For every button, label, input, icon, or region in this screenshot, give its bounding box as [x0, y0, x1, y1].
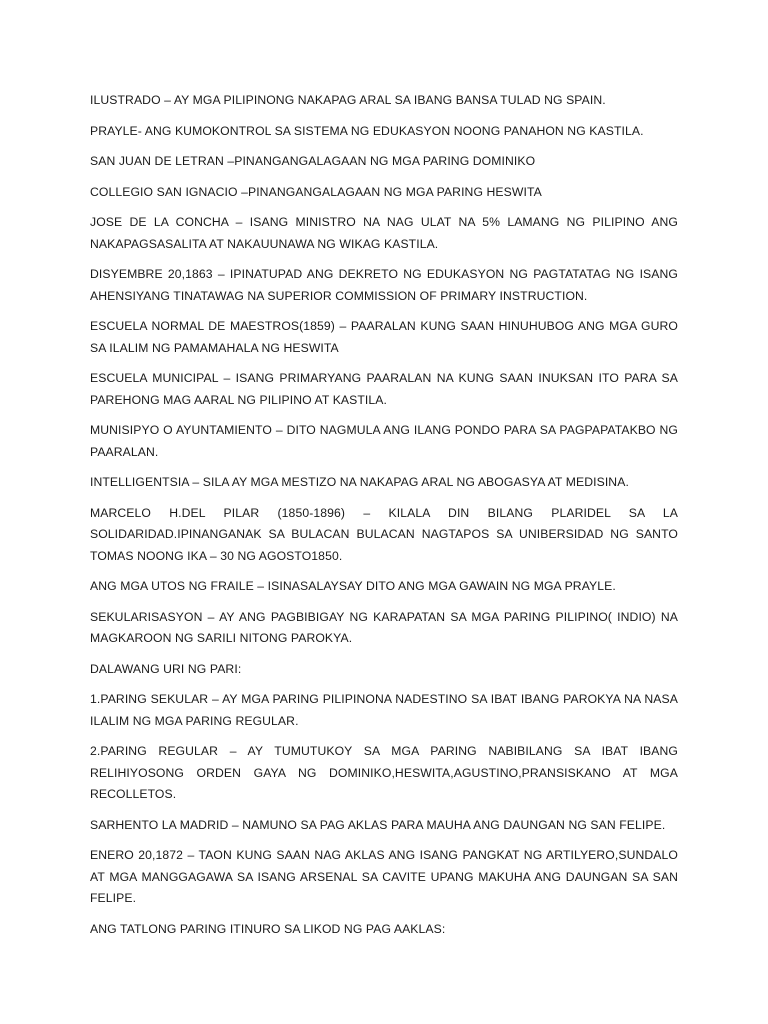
paragraph-collegio-san-ignacio: COLLEGIO SAN IGNACIO –PINANGANGALAGAAN NG MGA PARING HESWITA	[90, 184, 542, 199]
paragraph-sekularisasyon: SEKULARISASYON – AY ANG PAGBIBIGAY NG KARAPATAN SA MGA PARING PILIPINO( INDIO) NA MAGKAROON NG SARILI NITONG PAROKYA.	[90, 609, 678, 645]
paragraph-san-juan-de-letran: SAN JUAN DE LETRAN –PINANGANGALAGAAN NG MGA PARING DOMINIKO	[90, 154, 536, 168]
paragraph-sarhento-la-madrid: SARHENTO LA MADRID – NAMUNO SA PAG AKLAS PARA MAUHA ANG DAUNGAN NG SAN FELIPE.	[90, 817, 666, 832]
paragraph-paring-sekular: 1.PARING SEKULAR – AY MGA PARING PILIPINONA NADESTINO SA IBAT IBANG PAROKYA NA NASA ILALIM NG MGA PARING REGULAR.	[90, 692, 678, 728]
paragraph-jose-de-la-concha: JOSE DE LA CONCHA – ISANG MINISTRO NA NAG ULAT NA 5% LAMANG NG PILIPINO ANG NAKAPAGSASALITA AT NAKAUUNAWA NG WIKAG KASTILA.	[90, 215, 678, 251]
paragraph-paring-regular: 2.PARING REGULAR – AY TUMUTUKOY SA MGA PARING NABIBILANG SA IBAT IBANG RELIHIYOSONG ORDEN GAYA NG DOMINIKO,HESWITA,AGUSTINO,PRANSISKANO AT MGA RECOLLETOS.	[90, 744, 678, 801]
paragraph-dalawang-uri: DALAWANG URI NG PARI:	[90, 661, 242, 676]
paragraph-ilustrado: ILUSTRADO – AY MGA PILIPINONG NAKAPAG ARAL SA IBANG BANSA TULAD NG SPAIN.	[90, 93, 606, 107]
paragraph-escuela-municipal: ESCUELA MUNICIPAL – ISANG PRIMARYANG PAARALAN NA KUNG SAAN INUKSAN ITO PARA SA PAREHONG MAG AARAL NG PILIPINO AT KASTILA.	[90, 371, 678, 407]
paragraph-intelligentsia: INTELLIGENTSIA – SILA AY MGA MESTIZO NA NAKAPAG ARAL NG ABOGASYA AT MEDISINA.	[90, 475, 629, 489]
paragraph-munisipyo: MUNISIPYO O AYUNTAMIENTO – DITO NAGMULA ANG ILANG PONDO PARA SA PAGPAPATAKBO NG PAARALAN.	[90, 423, 678, 459]
paragraph-escuela-normal: ESCUELA NORMAL DE MAESTROS(1859) – PAARALAN KUNG SAAN HINUHUBOG ANG MGA GURO SA ILALIM NG PAMAMAHALA NG HESWITA	[90, 319, 678, 355]
paragraph-enero-1872: ENERO 20,1872 – TAON KUNG SAAN NAG AKLAS ANG ISANG PANGKAT NG ARTILYERO,SUNDALO AT MGA MANGGAGAWA SA ISANG ARSENAL SA CAVITE UPANG MAKUHA ANG DAUNGAN SA SAN FELIPE.	[90, 848, 678, 905]
paragraph-disyembre-1863: DISYEMBRE 20,1863 – IPINATUPAD ANG DEKRETO NG EDUKASYON NG PAGTATATAG NG ISANG AHENSIYANG TINATAWAG NA SUPERIOR COMMISSION OF PRIMARY INSTRUCTION.	[90, 267, 678, 303]
paragraph-prayle: PRAYLE- ANG KUMOKONTROL SA SISTEMA NG EDUKASYON NOONG PANAHON NG KASTILA.	[90, 123, 644, 138]
paragraph-tatlong-paring: ANG TATLONG PARING ITINURO SA LIKOD NG PAG AAKLAS:	[90, 921, 446, 936]
paragraph-utos-ng-fraile: ANG MGA UTOS NG FRAILE – ISINASALAYSAY DITO ANG MGA GAWAIN NG MGA PRAYLE.	[90, 579, 616, 593]
paragraph-marcelo-del-pilar: MARCELO H.DEL PILAR (1850-1896) – KILALA DIN BILANG PLARIDEL SA LA SOLIDARIDAD.IPINANGANAK SA BULACAN BULACAN NAGTAPOS SA UNIBERSIDAD NG SANTO TOMAS NOONG IKA – 30 NG AGOSTO1850.	[90, 505, 678, 563]
document-body	[90, 90, 678, 949]
